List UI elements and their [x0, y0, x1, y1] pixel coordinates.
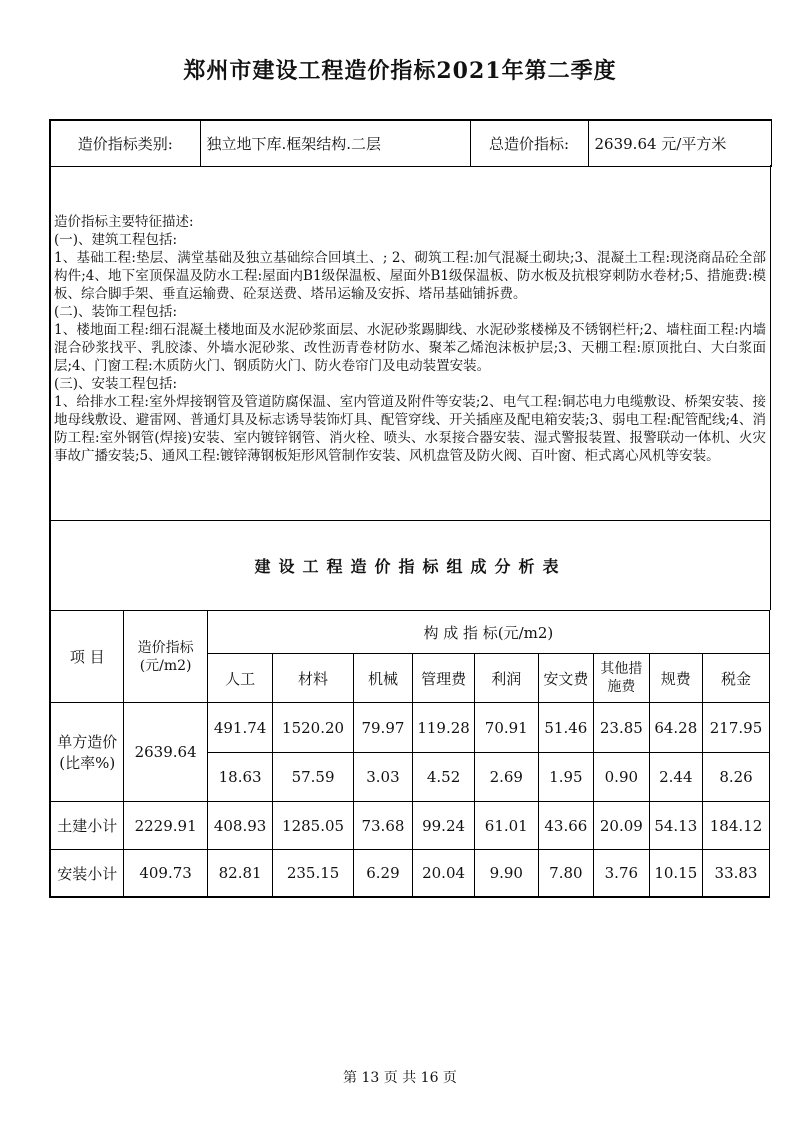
value-cell: 23.85	[594, 703, 649, 753]
column-header: 安文费	[538, 654, 593, 703]
value-cell: 64.28	[649, 703, 702, 753]
total-value: 2639.64 元/平方米	[588, 120, 771, 167]
ratio-cell: 2.69	[474, 753, 538, 802]
ratio-cell: 2.44	[649, 753, 702, 802]
ratio-cell: 57.59	[273, 753, 353, 802]
category-label: 造价指标类别:	[50, 120, 200, 167]
value-cell: 7.80	[538, 850, 593, 898]
value-cell: 6.29	[353, 850, 413, 898]
total-label: 总造价指标:	[470, 120, 588, 167]
value-cell: 99.24	[413, 802, 475, 850]
item-header: 项 目	[50, 611, 124, 703]
description-line: (三)、安装工程包括:	[54, 376, 178, 392]
value-cell: 1285.05	[273, 802, 353, 850]
cost-table	[49, 610, 770, 898]
value-cell: 491.74	[207, 703, 273, 753]
header-table	[49, 119, 772, 167]
description-line: 1、给排水工程:室外焊接钢管及管道防腐保温、室内管道及附件等安装;2、电气工程:铜芯电力电缆敷设、桥架安装、接地母线敷设、避雷网、普通灯具及标志诱导装饰灯具、配管穿线、开关插座及配电箱安装;3、弱电工程:配管配线;4、消防工程:室外钢管(焊接)安装、室内镀锌钢管、消火栓、喷头、水泵接合器安装、湿式警报装置、报警联动一体机、火灾事故广播安装;5、通风工程:镀锌薄钢板矩形风管制作安装、风机盘管及防火阀、百叶窗、柜式离心风机等安装。	[54, 394, 766, 464]
value-cell: 20.04	[413, 850, 475, 898]
value-cell: 119.28	[413, 703, 475, 753]
ratio-cell: 18.63	[207, 753, 273, 802]
value-cell: 70.91	[474, 703, 538, 753]
ratio-cell: 0.90	[594, 753, 649, 802]
ratio-cell: 1.95	[538, 753, 593, 802]
column-header: 管理费	[413, 654, 475, 703]
analysis-title: 建设工程造价指标组成分析表	[254, 557, 567, 576]
value-cell: 217.95	[703, 703, 770, 753]
index-header: 造价指标(元/m2)	[124, 611, 207, 703]
value-cell: 79.97	[353, 703, 413, 753]
column-header: 机械	[353, 654, 413, 703]
value-cell: 73.68	[353, 802, 413, 850]
ratio-cell: 4.52	[413, 753, 475, 802]
value-cell: 51.46	[538, 703, 593, 753]
row-label: 土建小计	[50, 802, 124, 850]
value-cell: 408.93	[207, 802, 273, 850]
description-line: (二)、装饰工程包括:	[54, 304, 178, 320]
analysis-section	[49, 520, 771, 610]
value-cell: 43.66	[538, 802, 593, 850]
row-index: 409.73	[124, 850, 207, 898]
column-header: 人工	[207, 654, 273, 703]
description-box	[49, 165, 771, 521]
description-line: 造价指标主要特征描述:	[54, 214, 194, 230]
value-cell: 3.76	[594, 850, 649, 898]
value-cell: 1520.20	[273, 703, 353, 753]
page-footer: 第 13 页 共 16 页	[343, 1070, 457, 1086]
value-cell: 10.15	[649, 850, 702, 898]
value-cell: 82.81	[207, 850, 273, 898]
value-cell: 61.01	[474, 802, 538, 850]
description-line: 1、楼地面工程:细石混凝土楼地面及水泥砂浆面层、水泥砂浆踢脚线、水泥砂浆楼梯及不锈钢栏杆;2、墙柱面工程:内墙混合砂浆找平、乳胶漆、外墙水泥砂浆、改性沥青卷材防水、聚苯乙烯泡沫板护层;3、天棚工程:原顶批白、大白浆面层;4、门窗工程:木质防火门、钢质防火门、防火卷帘门及电动装置安装。	[54, 322, 766, 374]
column-header: 利润	[474, 654, 538, 703]
category-value: 独立地下库.框架结构.二层	[200, 120, 470, 167]
description-line: 1、基础工程:垫层、满堂基础及独立基础综合回填土、; 2、砌筑工程:加气混凝土砌块;3、混凝土工程:现浇商品砼全部构件;4、地下室顶保温及防水工程:屋面内B1级保温板、屋面外B1级保温板、防水板及抗根穿刺防水卷材;5、措施费:模板、综合脚手架、垂直运输费、砼泵送费、塔吊运输及安拆、塔吊基础铺拆费。	[54, 250, 766, 302]
value-cell: 184.12	[703, 802, 770, 850]
column-header: 税金	[703, 654, 770, 703]
row-index: 2229.91	[124, 802, 207, 850]
value-cell: 33.83	[703, 850, 770, 898]
row-label: 安装小计	[50, 850, 124, 898]
page-title: 郑州市建设工程造价指标2021年第二季度	[183, 58, 617, 84]
value-cell: 20.09	[594, 802, 649, 850]
row-label: 单方造价(比率%)	[50, 703, 124, 802]
column-header: 材料	[273, 654, 353, 703]
ratio-cell: 3.03	[353, 753, 413, 802]
row-index: 2639.64	[124, 703, 207, 802]
value-cell: 54.13	[649, 802, 702, 850]
composition-header: 构 成 指 标(元/m2)	[207, 611, 769, 654]
ratio-cell: 8.26	[703, 753, 770, 802]
column-header: 其他措施费	[594, 654, 649, 703]
column-header: 规费	[649, 654, 702, 703]
value-cell: 9.90	[474, 850, 538, 898]
value-cell: 235.15	[273, 850, 353, 898]
description-line: (一)、建筑工程包括:	[54, 232, 178, 248]
